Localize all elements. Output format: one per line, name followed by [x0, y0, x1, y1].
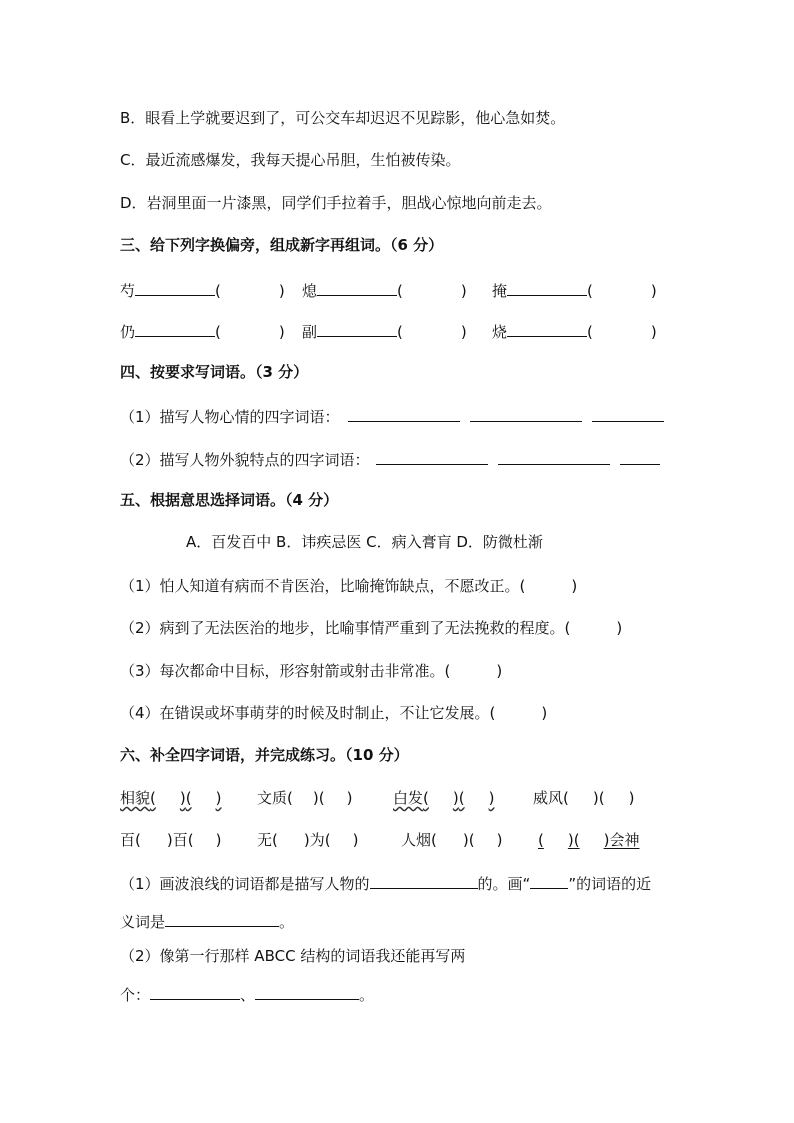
section3-title: 三、给下列字换偏旁，组成新字再组词。（6 分）	[120, 236, 444, 254]
new-char-blank[interactable]	[507, 320, 587, 337]
idiom-renyan: 人烟( )( )	[401, 831, 503, 849]
idiom-wenzhi: 文质( )( )	[257, 789, 353, 807]
answer-blank[interactable]	[165, 910, 279, 927]
answer-blank[interactable]	[470, 405, 582, 422]
radical-char: 副	[302, 323, 318, 341]
option-b: B．眼看上学就要迟到了，可公交车却迟迟不见踪影，他心急如焚。	[120, 109, 566, 127]
answer-blank[interactable]	[370, 872, 478, 889]
section5-title: 五、根据意思选择词语。（4 分）	[120, 491, 339, 509]
radical-char: 芍	[120, 282, 136, 300]
radical-item: 掩 ( )	[492, 279, 657, 301]
answer-blank[interactable]	[376, 448, 488, 465]
radical-char: 烧	[492, 323, 508, 341]
section6-q1-line1: （1）画波浪线的词语都是描写人物的 的。画“ ”的词语的近	[120, 872, 651, 894]
section5-q1: （1）怕人知道有病而不肯医治，比喻掩饰缺点，不愿改正。( )	[120, 577, 578, 595]
new-char-blank[interactable]	[317, 320, 397, 337]
new-char-blank[interactable]	[135, 320, 215, 337]
answer-blank[interactable]	[498, 448, 610, 465]
answer-blank[interactable]	[592, 405, 664, 422]
section4-q1: （1）描写人物心情的四字词语：	[120, 405, 664, 427]
idiom-bai: 百( )百( )	[120, 831, 222, 849]
answer-blank[interactable]	[255, 983, 359, 1000]
idiom-xiangmao: 相貌( )( )	[120, 789, 222, 807]
radical-item: 仍 ( )	[120, 320, 285, 342]
section5-q3: （3）每次都命中目标，形容射箭或射击非常准。( )	[120, 662, 503, 680]
option-c: C．最近流感爆发，我每天提心吊胆，生怕被传染。	[120, 151, 461, 169]
section6-q2-line2: 个： 、 。	[120, 983, 374, 1005]
radical-item: 烧 ( )	[492, 320, 657, 342]
idiom-wuwei: 无( )为( )	[257, 831, 359, 849]
section5-options: A．百发百中 B．讳疾忌医 C．病入膏肓 D．防微杜渐	[186, 533, 543, 551]
section5-q2: （2）病到了无法医治的地步，比喻事情严重到了无法挽救的程度。( )	[120, 619, 623, 637]
section5-q4: （4）在错误或坏事萌芽的时候及时制止，不让它发展。( )	[120, 704, 548, 722]
section6-title: 六、补全四字词语，并完成练习。（10 分）	[120, 746, 409, 764]
idiom-huishen: ( )( )会神	[538, 831, 640, 849]
option-d: D．岩洞里面一片漆黑，同学们手拉着手，胆战心惊地向前走去。	[120, 194, 552, 212]
radical-char: 仍	[120, 323, 136, 341]
answer-blank[interactable]	[620, 448, 660, 465]
section6-q2-line1: （2）像第一行那样 ABCC 结构的词语我还能再写两	[120, 947, 466, 965]
new-char-blank[interactable]	[317, 279, 397, 296]
radical-item: 熄 ( )	[302, 279, 467, 301]
new-char-blank[interactable]	[507, 279, 587, 296]
section6-q1-line2: 义词是 。	[120, 910, 294, 932]
new-char-blank[interactable]	[135, 279, 215, 296]
radical-item: 副 ( )	[302, 320, 467, 342]
answer-blank[interactable]	[530, 872, 568, 889]
section4-q2: （2）描写人物外貌特点的四字词语：	[120, 448, 660, 470]
radical-item: 芍 ( )	[120, 279, 285, 301]
idiom-baifa: 白发( )( )	[393, 789, 495, 807]
answer-blank[interactable]	[348, 405, 460, 422]
radical-char: 掩	[492, 282, 508, 300]
radical-char: 熄	[302, 282, 318, 300]
answer-blank[interactable]	[150, 983, 240, 1000]
idiom-weifeng: 威风( )( )	[533, 789, 635, 807]
section4-title: 四、按要求写词语。（3 分）	[120, 363, 309, 381]
